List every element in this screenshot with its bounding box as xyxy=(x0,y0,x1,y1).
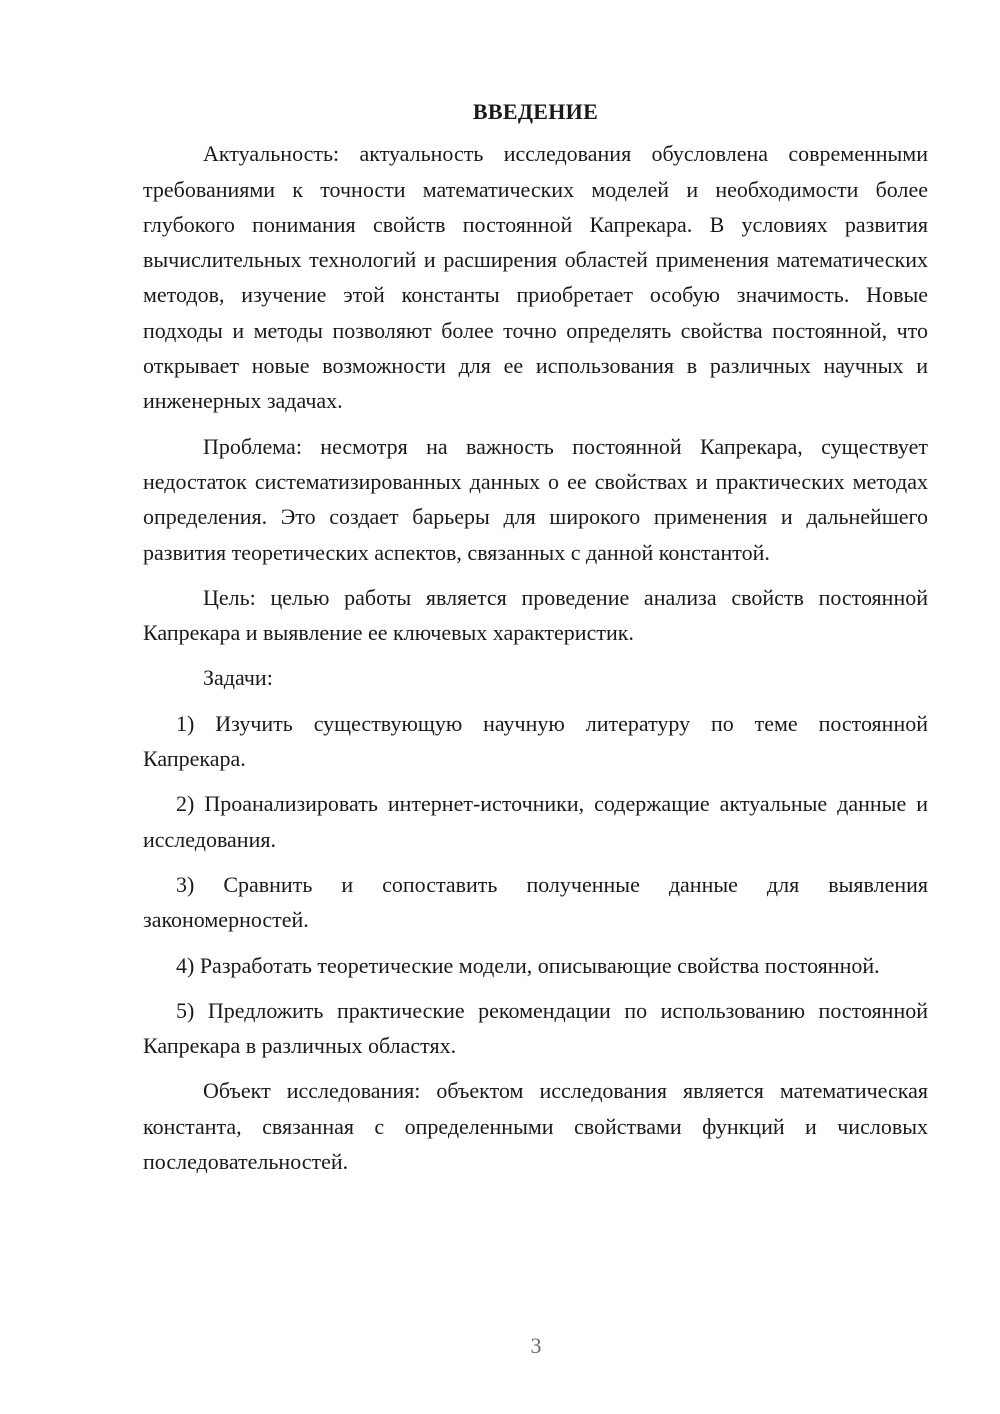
task-item-4: 4) Разработать теоретические модели, описывающие свойства постоянной. xyxy=(176,952,880,978)
paragraph-relevance: Актуальность: актуальность исследования обусловлена современными требованиями к точности математических моделей и необходимости более глубокого понимания свойств постоянной Капрекара. В условиях развития вычислительных технологий и расширения областей применения математических методов, изучение этой константы приобретает особую значимость. Новые подходы и методы позволяют более точно определять свойства постоянной, что открывает новые возможности для ее использования в различных научных и инженерных задачах. xyxy=(143,141,928,414)
paragraph-problem: Проблема: несмотря на важность постоянной Капрекара, существует недостаток систематизированных данных о ее свойствах и практических методах определения. Это создает барьеры для широкого применения и дальнейшего развития теоретических аспектов, связанных с данной константой. xyxy=(143,433,928,565)
paragraph-object: Объект исследования: объектом исследования является математическая константа, связанная с определенными свойствами функций и числовых последовательностей. xyxy=(143,1078,928,1175)
document-page xyxy=(143,94,928,1189)
task-item-1: 1) Изучить существующую научную литературу по теме постоянной Капрекара. xyxy=(143,710,928,772)
task-list xyxy=(143,706,928,1064)
tasks-label: Задачи: xyxy=(203,665,273,691)
section-heading: ВВЕДЕНИЕ xyxy=(472,99,599,124)
page-number: 3 xyxy=(530,1333,542,1358)
paragraph-goal: Цель: целью работы является проведение анализа свойств постоянной Капрекара и выявление ее ключевых характеристик. xyxy=(143,584,928,646)
task-item-2: 2) Проанализировать интернет-источники, содержащие актуальные данные и исследования. xyxy=(143,791,928,852)
task-item-5: 5) Предложить практические рекомендации по использованию постоянной Капрекара в различных областях. xyxy=(143,997,928,1059)
task-item-3: 3) Сравнить и сопоставить полученные данные для выявления закономерностей. xyxy=(143,871,928,933)
